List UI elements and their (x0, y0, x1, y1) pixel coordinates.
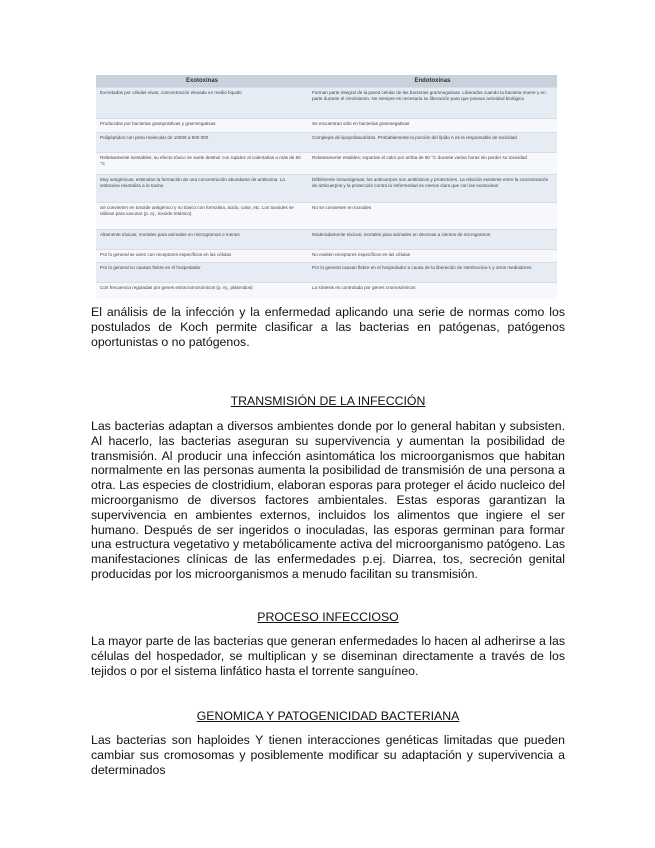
table-row (96, 175, 557, 203)
table-cell: Producidas por bacterias grampositivas y gramnegativas (96, 119, 308, 133)
table-cell: La síntesis es controlada por genes cromosómicos (308, 283, 557, 299)
table-cell: Se convierten en toxoide antigénico y no tóxico con formalina, ácido, calor, etc. Los toxoides se utilizan para vacunar (p. ej., toxoide tetánico) (96, 203, 308, 230)
table-row (96, 283, 557, 299)
intro-paragraph: El análisis de la infección y la enfermedad aplicando una serie de normas como los postulados de Koch permite clasificar a las bacterias en patógenas, patógenos oportunistas o no patógenos. (91, 305, 565, 349)
table-cell: Polipéptidos con peso molecular de 10000 a 900 000 (96, 133, 308, 153)
table-cell: Relativamente inestables; su efecto tóxico se suele destruir con rapidez al calentarlas a más de 60 °C (96, 153, 308, 175)
heading-genomica: GENOMICA Y PATOGENICIDAD BACTERIANA (196, 709, 460, 723)
table-cell: Forman parte integral de la pared celular de las bacterias gramnegativas. Liberados cuando la bacteria muere y en parte durante el crecimiento. No siempre es necesaria su liberación para que posean actividad biológica (308, 88, 557, 119)
table-cell: No se convierten en toxoides (308, 203, 557, 230)
table-cell: Débilmente inmunógenas; los anticuerpos son antitóxicos y protectores. La relación existente entre la concentración de anticuerpos y la protección contra la enfermedad es menos clara que con las exotoxinas (308, 175, 557, 203)
heading-proceso-infeccioso: PROCESO INFECCIOSO (257, 610, 399, 624)
table-cell: Relativamente estables; soportan el calor por arriba de 60 °C durante varias horas sin perder su toxicidad (308, 153, 557, 175)
toxin-comparison-table (96, 75, 557, 299)
table-cell: Moderadamente tóxicas; mortales para animales en decenas a cientos de microgramos (308, 230, 557, 250)
header-exotoxinas: Exotoxinas (96, 75, 308, 88)
table-row (96, 88, 557, 119)
table-cell: Altamente tóxicas; mortales para animales en microgramos o menos (96, 230, 308, 250)
table-cell: Excretados por células vivas, concentración elevada en medio líquido (96, 88, 308, 119)
table-cell: Se encuentran sólo en bacterias gramnegativas (308, 119, 557, 133)
table-row (96, 133, 557, 153)
table-cell: Por lo general no causan fiebre en el hospedador (96, 263, 308, 283)
table-cell: Por lo general causan fiebre en el hospedador a causa de la liberación de interleucina-1 y otros mediadores (308, 263, 557, 283)
table-row (96, 263, 557, 283)
table-row (96, 203, 557, 230)
heading-transmision: TRANSMISIÓN DE LA INFECCIÓN (230, 394, 426, 408)
table-row (96, 153, 557, 175)
table-cell: Por lo general se unen con receptores específicos en las células (96, 250, 308, 263)
proceso-paragraph: La mayor parte de las bacterias que generan enfermedades lo hacen al adherirse a las células del hospedador, se multiplican y se diseminan directamente a través de los tejidos o por el sistema linfático hasta el torrente sanguíneo. (91, 634, 565, 678)
table-row (96, 119, 557, 133)
header-endotoxinas: Endotoxinas (308, 75, 557, 88)
table-header-row (96, 75, 557, 88)
table-cell: Complejos de lipopolisacáridos. Probablemente la porción del lípido A es la responsable de toxicidad (308, 133, 557, 153)
table-cell: No existen receptores específicos en las células (308, 250, 557, 263)
genomica-paragraph: Las bacterias son haploides Y tienen interacciones genéticas limitadas que pueden cambiar sus cromosomas y posiblemente modificar su adaptación y supervivencia a determinados (91, 733, 565, 777)
transmision-paragraph: Las bacterias adaptan a diversos ambientes donde por lo general habitan y subsisten. Al hacerlo, las bacterias aseguran su supervivencia y aumentan la posibilidad de transmisión. Al producir una infección asintomática los microorganismos que habitan normalmente en las personas aumenta la posibilidad de transmisión de una persona a otra. Las especies de clostridium, elaboran esporas para proteger el ácido nucleico del microorganismo de diversos factores ambientales. Estas esporas garantizan la supervivencia en ambientes externos, incluidos los alimentos que ingiere el ser humano. Después de ser ingeridos o inoculadas, las esporas germinan para formar una estructura vegetativo y metabólicamente activa del microorganismo patógeno. Las manifestaciones clínicas de las enfermedades p.ej. Diarrea, tos, secreción genital producidas por los microorganismos a menudo facilitan su transmisión. (91, 419, 565, 581)
table-cell: Con frecuencia reguladas por genes extracromosómicos (p. ej., plásmidos) (96, 283, 308, 299)
table-cell: Muy antigénicas; estimulan la formación de una concentración abundante de antitoxina. La antitoxina neutraliza a la toxina (96, 175, 308, 203)
table-row (96, 230, 557, 250)
table-row (96, 250, 557, 263)
